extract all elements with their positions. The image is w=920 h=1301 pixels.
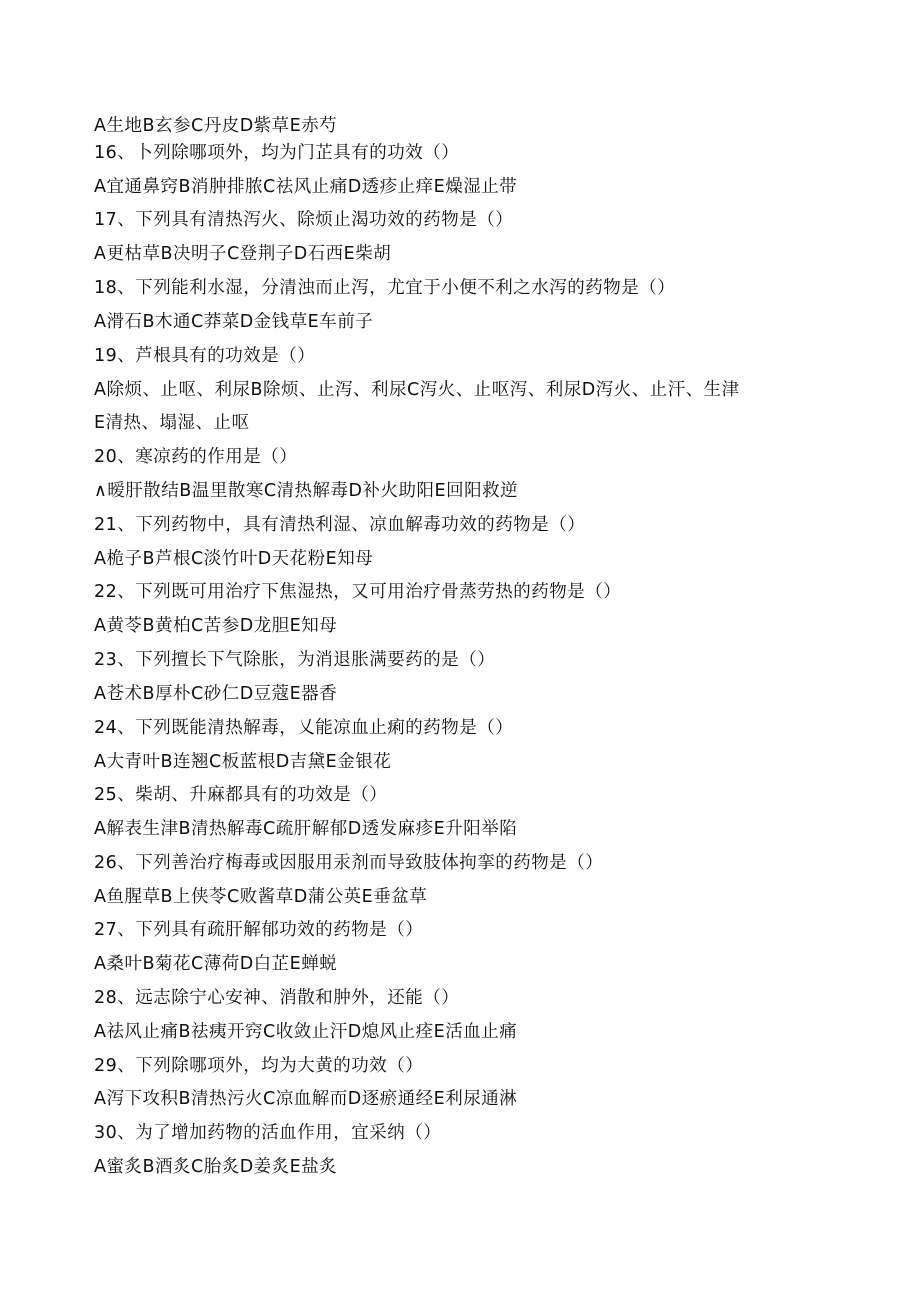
- answer-options-28: A祛风止痛B祛痍开窍C收敛止汗D熄风止痊E活血止痛: [94, 1022, 518, 1042]
- question-26: 26、下列善治疗梅毒或因服用汞剂而导致肢体拘挛的药物是（）: [94, 853, 604, 873]
- answer-options-22: A黄苓B黄柏C苦参D龙胆E知母: [94, 616, 338, 636]
- question-20: 20、寒凉药的作用是（）: [94, 447, 298, 467]
- answer-options-15: A生地B玄参C丹皮D紫草E赤芍: [94, 116, 338, 136]
- answer-options-21: A桅子B芦根C淡竹叶D天花粉E知母: [94, 549, 374, 569]
- answer-options-17: A更枯草B决明子C登荆子D石西E柴胡: [94, 244, 392, 264]
- answer-options-26: A鱼腥草B上侠苓C败酱草D蒲公英E垂盆草: [94, 887, 428, 907]
- question-24: 24、下列既能清热解毒，乂能凉血止痢的药物是（）: [94, 718, 514, 738]
- question-19: 19、芦根具有的功效是（）: [94, 346, 316, 366]
- answer-options-23: A苍术B厚朴C砂仁D豆蔻E器香: [94, 684, 338, 704]
- question-18: 18、下列能利水湿，分清浊而止泻，尤宜于小便不利之水泻的药物是（）: [94, 278, 676, 298]
- answer-options-25: A解表生津B清热解毒C疏肝解郁D透发麻疹E升阳举陷: [94, 819, 518, 839]
- answer-options-30: A蜜炙B酒炙C胎炙D姜炙E盐炙: [94, 1157, 338, 1177]
- question-25: 25、柴胡、升麻都具有的功效是（）: [94, 785, 388, 805]
- answer-options-19-continued: E清热、塌湿、止呕: [94, 413, 250, 433]
- question-17: 17、下列具有清热泻火、除烦止渴功效的药物是（）: [94, 210, 514, 230]
- answer-options-19: A除烦、止呕、利尿B除烦、止泻、利尿C泻火、止呕泻、利尿D泻火、止汗、生津: [94, 380, 740, 400]
- question-30: 30、为了增加药物的活血作用，宜采纳（）: [94, 1123, 442, 1143]
- answer-options-29: A泻下攻积B清热污火C凉血解而D逐瘀通经E利尿通淋: [94, 1089, 518, 1109]
- answer-options-24: A大青叶B连翘C板蓝根D吉黛E金银花: [94, 752, 392, 772]
- answer-options-27: A桑叶B菊花C薄荷D白芷E蝉蜕: [94, 954, 338, 974]
- question-22: 22、下列既可用治疗下焦湿热，又可用治疗骨蒸劳热的药物是（）: [94, 582, 622, 602]
- answer-options-20: ∧暧肝散结B温里散寒C清热解毒D补火助阳E回阳救逆: [94, 481, 519, 501]
- answer-options-18: A滑石B木通C莽菜D金钱草E车前子: [94, 312, 374, 332]
- question-23: 23、下列擅长下气除胀，为消退胀满要药的是（）: [94, 650, 496, 670]
- question-28: 28、远志除宁心安神、消散和肿外，还能（）: [94, 988, 460, 1008]
- question-29: 29、下列除哪项外，均为大黄的功效（）: [94, 1056, 424, 1076]
- question-27: 27、下列具有疏肝解郁功效的药物是（）: [94, 920, 424, 940]
- answer-options-16: A宜通鼻窍B消肿排脓C祛风止痛D透疹止痒E燥湿止带: [94, 177, 518, 197]
- question-16: 16、卜列除哪项外，均为门芷具有的功效（）: [94, 143, 460, 163]
- question-21: 21、下列药物中，具有清热利湿、凉血解毒功效的药物是（）: [94, 515, 586, 535]
